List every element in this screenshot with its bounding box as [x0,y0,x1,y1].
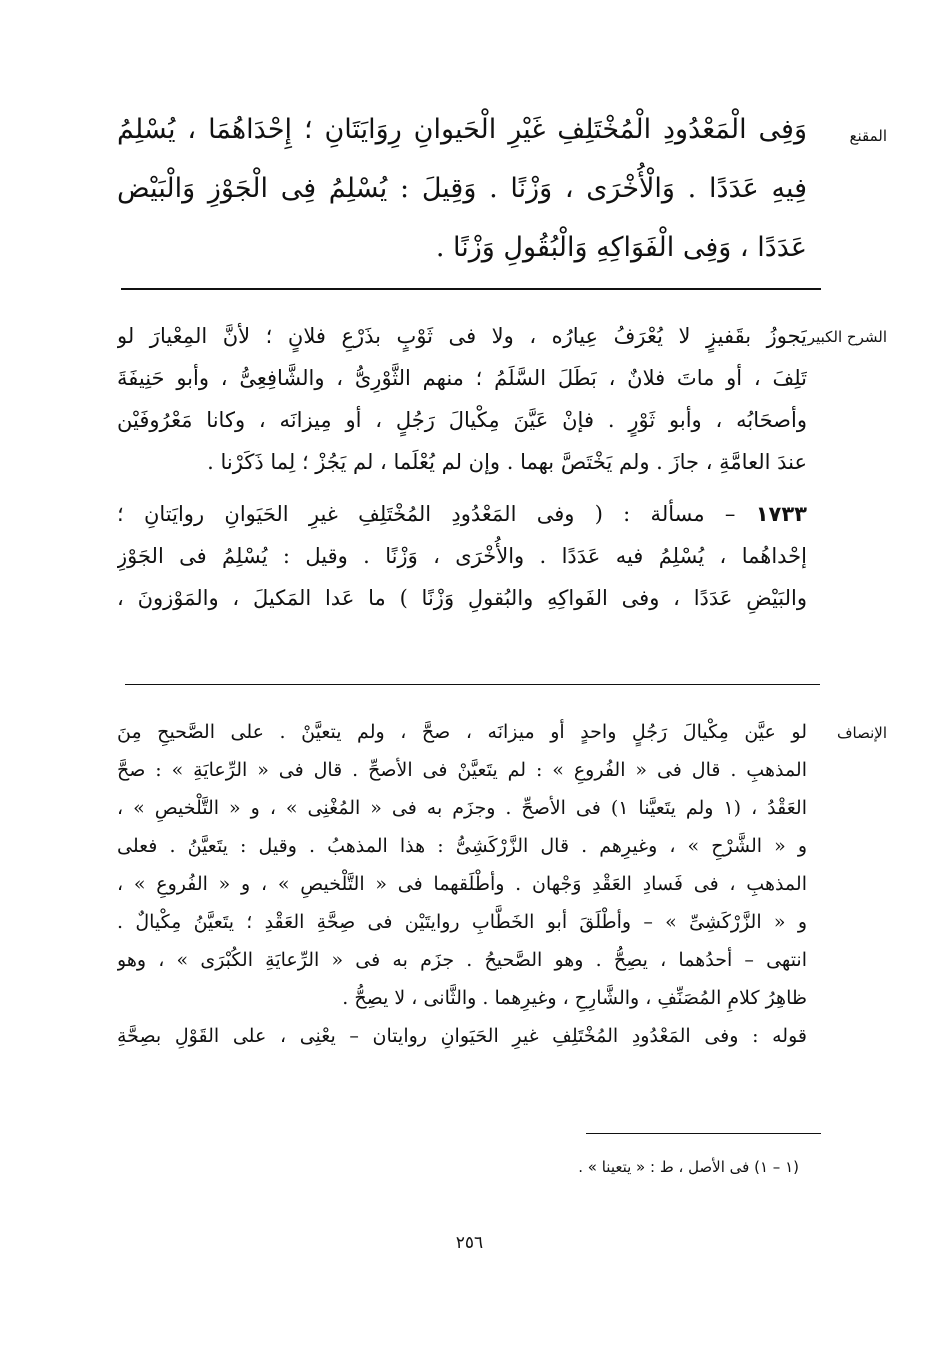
text-line: يَجوزُ بقَفيزٍ لا يُعْرَفُ عِيارُه ، ولا فى ثَوْبٍ بذَرْعِ فلانٍ ؛ لأنَّ المِعْيارَ لو [117,324,807,348]
section-divider [125,684,820,685]
text-line: فِيهِ عَدَدًا . وَالْأُخْرَى ، وَزْنًا . وَقِيلَ : يُسْلِمُ فِى الْجَوْزِ وَالْبَيْض [117,173,807,204]
text-line: المذهبِ . قال فى « الفُروعِ » : لم يتَعيَّنْ فى الأصحِّ . قال فى « الرِّعايَةِ » : صحَّ [117,759,807,781]
masala-title: – مسألة : ( وفى المَعْدُودِ المُخْتَلِفِ غيرِ الحَيَوانِ روايَتانِ ؛ [117,502,736,526]
page-number: ٢٥٦ [455,1233,484,1253]
text-line: وأصحَابُه ، وأبو ثَوْرٍ . فإنْ عَيَّنَ مِكْيالَ رَجُلٍ ، أو مِيزانَه ، وكانا مَعْرُوفَيْن [117,408,807,432]
section-label-muqni: المقنع [849,127,887,145]
text-line: والبَيْضِ عَدَدًا ، وفى الفَواكِهِ والبُقولِ وَزْنًا ) ما عَدا المَكيلَ ، والمَوْزونَ ، [117,586,807,610]
text-line: انتهى – أحدُهما ، يصِحُّ . وهو الصَّحيحُ . جزَم به فى « الرِّعايَةِ الكُبْرَى » ، وهو [117,949,807,971]
section-label-insaf: الإنصاف [836,724,887,742]
text-line: عندَ العامَّةِ ، جازَ . ولم يَخْتَصَّ بهما . وإن لم يُعْلَما ، لم يَجُزْ ؛ لِما ذَكَرْنا . [207,450,807,474]
text-line: قوله : وفى المَعْدُودِ المُخْتَلِفِ غيرِ الحَيَوانِ روايتان – يعْنِى ، على القَوْلِ بصِحَّةِ [117,1025,807,1047]
text-line: المذهبِ ، فى فَسادِ العَقْدِ وَجْهان . وأطْلَقهما فى « التَّلْخيصِ » ، و « الفُروعِ » ، [117,873,807,895]
footnote: (١ – ١) فى الأصل ، ط : « يتعينا » . [578,1158,799,1176]
muqni-text [117,100,807,277]
text-line: و « الشَّرْحِ » ، وغيرِهم . قال الزَّرْكَشِىُّ : هذا المذهبُ . وقيل : يتَعيَّنُ . فعلى [117,835,807,857]
text-line: وَفِى الْمَعْدُودِ الْمُخْتَلِفِ غَيْرِ الْحَيوانِ رِوَايَتَانِ ؛ إِحْدَاهُمَا ، يُسْلِمُ [117,114,807,145]
section-label-sharh: الشرح الكبير [807,328,887,346]
text-line: إحْداهُما ، يُسْلِمُ فيه عَدَدًا . والأُخْرَى ، وَزْنًا . وقيل : يُسْلِمُ فى الجَوْزِ [117,544,807,568]
text-line: العَقْدُ ، (١ ولم يتَعيَّنا ١) فى الأصحِّ . وجزَم به فى « المُغْنِى » ، و « التَّلْخيصِ » ، [117,797,807,819]
masala-heading [117,493,807,535]
footnote-separator [586,1133,821,1134]
text-line: ظاهِرُ كلامِ المُصَنِّفِ ، والشَّارِحِ ، وغيرِهما . والثَّانى ، لا يصِحُّ . [342,987,807,1009]
text-line: لو عيَّن مِكْيالَ رَجُلٍ واحدٍ أو ميزانَه ، صحَّ ، ولم يتعيَّنْ . على الصَّحيحِ مِنَ [117,721,807,743]
text-line: عَدَدًا ، وَفِى الْفَوَاكِهِ وَالْبُقُولِ وَزْنًا . [435,232,807,263]
text-line: و « الزَّرْكَشِىِّ » – وأطْلَقَ أبو الخَطَّابِ روايتَيْن فى صِحَّةِ العَقْدِ ؛ يتَعيَّنُ مِكْيالٌ . [117,911,807,933]
masala-number: ١٧٣٣ [755,502,807,526]
section-divider [121,288,821,290]
text-line: تَلِفَ ، أو ماتَ فلانٌ ، بَطَلَ السَّلَمُ ؛ منهم الثَّوْرِىُّ ، والشَّافِعِىُّ ، وأبو حَنِيفَةَ [117,366,807,390]
insaf-text [117,713,807,1055]
sharh-text [117,315,807,619]
